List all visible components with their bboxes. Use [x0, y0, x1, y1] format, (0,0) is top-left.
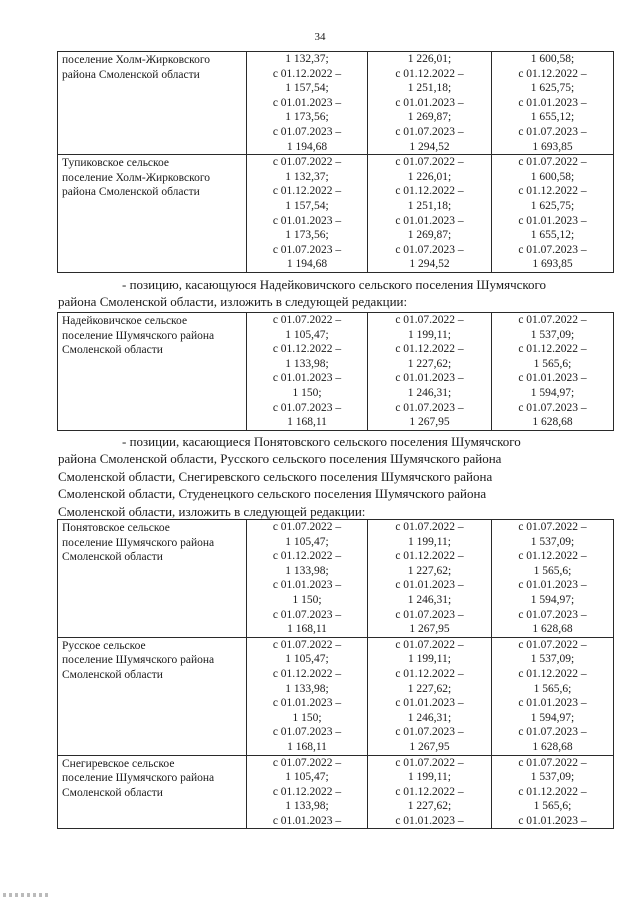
text-line: с 01.01.2023 – — [395, 814, 464, 827]
text-line: 1 267,95 — [409, 623, 450, 636]
text-line: с 01.07.2022 – — [395, 638, 464, 651]
text-line: Тупиковское сельское — [62, 157, 170, 170]
settlement-name-cell — [58, 520, 247, 638]
text-line: 1 537,09; — [530, 771, 575, 784]
text-line: с 01.12.2022 – — [395, 667, 464, 680]
tariff-cell — [492, 52, 614, 155]
text-line: 1 246,31; — [407, 386, 452, 399]
tariff-cell — [368, 637, 492, 755]
text-line: 1 150; — [292, 593, 322, 606]
text-line: 1 565,6; — [533, 682, 572, 695]
text-line: поселение Холм-Жирковского — [62, 54, 211, 66]
text-line: Русское сельское — [62, 639, 146, 652]
text-line: 1 655,12; — [530, 111, 575, 124]
text-line: 1 565,6; — [533, 800, 572, 813]
tariff-cell — [247, 755, 368, 829]
text-line: 1 168,11 — [287, 740, 327, 753]
text-line: с 01.01.2023 – — [518, 579, 587, 592]
text-line: 1 251,18; — [407, 199, 452, 212]
tariff-cell — [492, 755, 614, 829]
text-line: Смоленской области — [62, 344, 163, 357]
text-line: 1 227,62; — [407, 564, 452, 577]
tariff-cell — [368, 313, 492, 431]
text-line: 1 246,31; — [407, 711, 452, 724]
tariff-cell — [492, 155, 614, 273]
text-line: с 01.07.2023 – — [518, 726, 587, 739]
text-line: с 01.07.2023 – — [272, 726, 342, 739]
tariff-table-2 — [57, 312, 614, 431]
table-row — [58, 313, 614, 431]
text-line: района Смоленской области, Русского сельского поселения Шумячского района — [58, 451, 502, 467]
text-line: 1 199,11; — [407, 328, 452, 341]
text-line: с 01.07.2022 – — [518, 156, 587, 169]
tariff-cell — [368, 52, 492, 155]
scan-artifact — [3, 893, 51, 897]
text-line: с 01.12.2022 – — [518, 550, 587, 563]
text-line: Снегиревское сельское — [62, 757, 175, 770]
tariff-cell — [247, 637, 368, 755]
text-line: с 01.07.2023 – — [395, 726, 464, 739]
text-line: 1 269,87; — [407, 229, 452, 242]
text-line: 1 194,68 — [286, 258, 328, 271]
text-line: с 01.07.2022 – — [518, 314, 587, 326]
text-line: с 01.01.2023 – — [518, 697, 587, 710]
text-line: Смоленской области — [62, 551, 163, 564]
text-line: - позицию, касающуюся Надейковичского сельского поселения Шумячского — [122, 277, 547, 292]
text-line: 1 693,85 — [532, 258, 573, 271]
text-line: с 01.07.2023 – — [395, 401, 464, 414]
text-line: 1 246,31; — [407, 593, 452, 606]
text-line: с 01.07.2022 – — [518, 521, 587, 533]
text-line: с 01.01.2023 – — [395, 697, 464, 710]
table-row — [58, 637, 614, 755]
text-line: с 01.07.2022 – — [395, 314, 464, 326]
text-line: с 01.07.2022 – — [272, 638, 342, 651]
text-line: с 01.01.2023 – — [272, 579, 342, 592]
text-line: с 01.07.2022 – — [395, 521, 464, 533]
text-line: 1 625,75; — [530, 82, 575, 95]
text-line: 1 267,95 — [409, 416, 450, 429]
text-line: с 01.07.2023 – — [518, 243, 587, 256]
text-line: 1 173,56; — [285, 229, 329, 242]
text-line: с 01.01.2023 – — [518, 214, 587, 227]
text-line: 1 625,75; — [530, 199, 575, 212]
text-line: 1 294,52 — [409, 258, 450, 271]
page-number: 34 — [314, 31, 326, 43]
tariff-cell — [247, 155, 368, 273]
text-line: 1 133,98; — [285, 800, 329, 813]
text-line: 1 150; — [292, 386, 322, 399]
text-line: 1 655,12; — [530, 229, 575, 242]
text-line: с 01.07.2022 – — [518, 638, 587, 651]
text-line: с 01.07.2023 – — [395, 125, 464, 138]
text-line: с 01.01.2023 – — [272, 814, 342, 827]
text-line: Смоленской области, Студенецкого сельского поселения Шумячского района — [58, 486, 487, 502]
text-line: 1 693,85 — [532, 140, 573, 153]
text-line: с 01.01.2023 – — [272, 372, 342, 385]
text-line: с 01.07.2022 – — [272, 756, 342, 769]
text-line: - позиции, касающиеся Понятовского сельского поселения Шумячского — [122, 434, 521, 449]
tariff-cell — [247, 520, 368, 638]
table-row — [58, 755, 614, 829]
text-line: 1 565,6; — [533, 564, 572, 577]
text-line: 1 199,11; — [407, 535, 452, 548]
text-line: с 01.12.2022 – — [518, 343, 587, 356]
text-line: 1 628,68 — [532, 740, 573, 753]
text-line: с 01.07.2023 – — [272, 125, 342, 138]
text-line: 1 105,47; — [285, 653, 329, 666]
text-line: с 01.01.2023 – — [272, 697, 342, 710]
text-line: 1 132,37; — [285, 170, 329, 183]
text-line: района Смоленской области — [62, 68, 200, 81]
text-line: 1 226,01; — [407, 170, 452, 183]
amendment-paragraph-2 — [58, 433, 613, 520]
text-line: Надейковичское сельское — [62, 315, 188, 327]
tariff-cell — [368, 520, 492, 638]
text-line: Смоленской области — [62, 668, 163, 681]
settlement-name-cell — [58, 637, 247, 755]
tariff-cell — [368, 755, 492, 829]
text-line: с 01.01.2023 – — [272, 96, 342, 109]
text-line: 1 157,54; — [285, 82, 329, 95]
tariff-cell — [492, 637, 614, 755]
table-row — [58, 52, 614, 155]
text-line: 1 150; — [292, 711, 322, 724]
text-line: с 01.07.2022 – — [272, 314, 342, 326]
text-line: 1 105,47; — [285, 535, 329, 548]
text-line: района Смоленской области — [62, 186, 200, 199]
text-line: с 01.12.2022 – — [395, 67, 464, 80]
text-line: с 01.01.2023 – — [395, 372, 464, 385]
text-line: с 01.12.2022 – — [272, 785, 342, 798]
table-row — [58, 520, 614, 638]
text-line: с 01.07.2023 – — [518, 608, 587, 621]
text-line: с 01.01.2023 – — [395, 214, 464, 227]
amendment-paragraph-1 — [58, 276, 613, 311]
text-line: с 01.07.2022 – — [395, 756, 464, 769]
text-line: с 01.12.2022 – — [272, 667, 342, 680]
tariff-cell — [492, 313, 614, 431]
text-line: поселение Шумячского района — [62, 329, 215, 342]
text-line: с 01.12.2022 – — [272, 185, 342, 198]
text-line: 1 251,18; — [407, 82, 452, 95]
settlement-name-cell — [58, 155, 247, 273]
text-line: поселение Шумячского района — [62, 536, 215, 549]
text-line: с 01.12.2022 – — [518, 67, 587, 80]
text-line: 1 133,98; — [285, 357, 329, 370]
tariff-cell — [368, 155, 492, 273]
text-line: с 01.07.2023 – — [395, 608, 464, 621]
text-line: 1 194,68 — [286, 140, 328, 153]
text-line: с 01.07.2022 – — [272, 156, 342, 169]
text-line: поселение Шумячского района — [62, 654, 215, 667]
text-line: с 01.01.2023 – — [272, 214, 342, 227]
text-line: с 01.12.2022 – — [395, 550, 464, 563]
text-line: с 01.07.2023 – — [272, 243, 342, 256]
tariff-cell — [247, 313, 368, 431]
text-line: 1 565,6; — [533, 357, 572, 370]
text-line: с 01.07.2022 – — [518, 756, 587, 769]
text-line: с 01.01.2023 – — [518, 96, 587, 109]
text-line: с 01.07.2022 – — [395, 156, 464, 169]
tariff-table-3 — [57, 519, 614, 829]
text-line: 1 594,97; — [530, 593, 575, 606]
text-line: 1 199,11; — [407, 653, 452, 666]
text-line: района Смоленской области, изложить в следующей редакции: — [58, 294, 408, 310]
text-line: с 01.01.2023 – — [518, 814, 587, 827]
text-line: Смоленской области — [62, 786, 163, 799]
text-line: 1 267,95 — [409, 740, 450, 753]
text-line: 1 226,01; — [407, 53, 452, 65]
text-line: 1 105,47; — [285, 328, 329, 341]
text-line: 1 133,98; — [285, 682, 329, 695]
tariff-cell — [247, 52, 368, 155]
text-line: 1 537,09; — [530, 328, 575, 341]
text-line: Смоленской области, изложить в следующей редакции: — [58, 503, 366, 519]
text-line: 1 199,11; — [407, 771, 452, 784]
text-line: 1 269,87; — [407, 111, 452, 124]
text-line: с 01.12.2022 – — [272, 550, 342, 563]
text-line: 1 173,56; — [285, 111, 329, 124]
text-line: с 01.01.2023 – — [395, 96, 464, 109]
text-line: 1 294,52 — [409, 140, 450, 153]
text-line: 1 168,11 — [287, 623, 327, 636]
text-line: с 01.01.2023 – — [395, 579, 464, 592]
text-line: 1 537,09; — [530, 653, 575, 666]
text-line: с 01.12.2022 – — [518, 785, 587, 798]
text-line: 1 132,37; — [285, 53, 329, 65]
table-row — [58, 155, 614, 273]
text-line: 1 537,09; — [530, 535, 575, 548]
text-line: 1 600,58; — [530, 170, 575, 183]
text-line: с 01.12.2022 – — [518, 185, 587, 198]
settlement-name-cell — [58, 52, 247, 155]
text-line: 1 600,58; — [530, 53, 575, 65]
text-line: 1 594,97; — [530, 711, 575, 724]
text-line: Понятовское сельское — [62, 522, 170, 534]
text-line: 1 628,68 — [532, 623, 573, 636]
text-line: с 01.12.2022 – — [395, 185, 464, 198]
text-line: с 01.07.2022 – — [272, 521, 342, 533]
text-line: с 01.07.2023 – — [518, 125, 587, 138]
text-line: 1 227,62; — [407, 682, 452, 695]
text-line: с 01.12.2022 – — [518, 667, 587, 680]
text-line: Смоленской области, Снегиревского сельского поселения Шумячского района — [58, 468, 493, 484]
text-line: с 01.07.2023 – — [272, 401, 342, 414]
text-line: поселение Шумячского района — [62, 772, 215, 785]
text-line: поселение Холм-Жирковского — [62, 171, 211, 184]
settlement-name-cell — [58, 755, 247, 829]
text-line: с 01.07.2023 – — [518, 401, 587, 414]
text-line: 1 168,11 — [287, 416, 327, 429]
text-line: 1 157,54; — [285, 199, 329, 212]
text-line: с 01.07.2023 – — [272, 608, 342, 621]
text-line: с 01.12.2022 – — [272, 67, 342, 80]
tariff-cell — [492, 520, 614, 638]
text-line: с 01.01.2023 – — [518, 372, 587, 385]
text-line: 1 105,47; — [285, 771, 329, 784]
tariff-table-1 — [57, 51, 614, 273]
text-line: 1 628,68 — [532, 416, 573, 429]
text-line: 1 594,97; — [530, 386, 575, 399]
text-line: с 01.12.2022 – — [395, 785, 464, 798]
text-line: с 01.12.2022 – — [272, 343, 342, 356]
text-line: 1 227,62; — [407, 357, 452, 370]
text-line: 1 227,62; — [407, 800, 452, 813]
text-line: с 01.07.2023 – — [395, 243, 464, 256]
text-line: 1 133,98; — [285, 564, 329, 577]
settlement-name-cell — [58, 313, 247, 431]
text-line: с 01.12.2022 – — [395, 343, 464, 356]
